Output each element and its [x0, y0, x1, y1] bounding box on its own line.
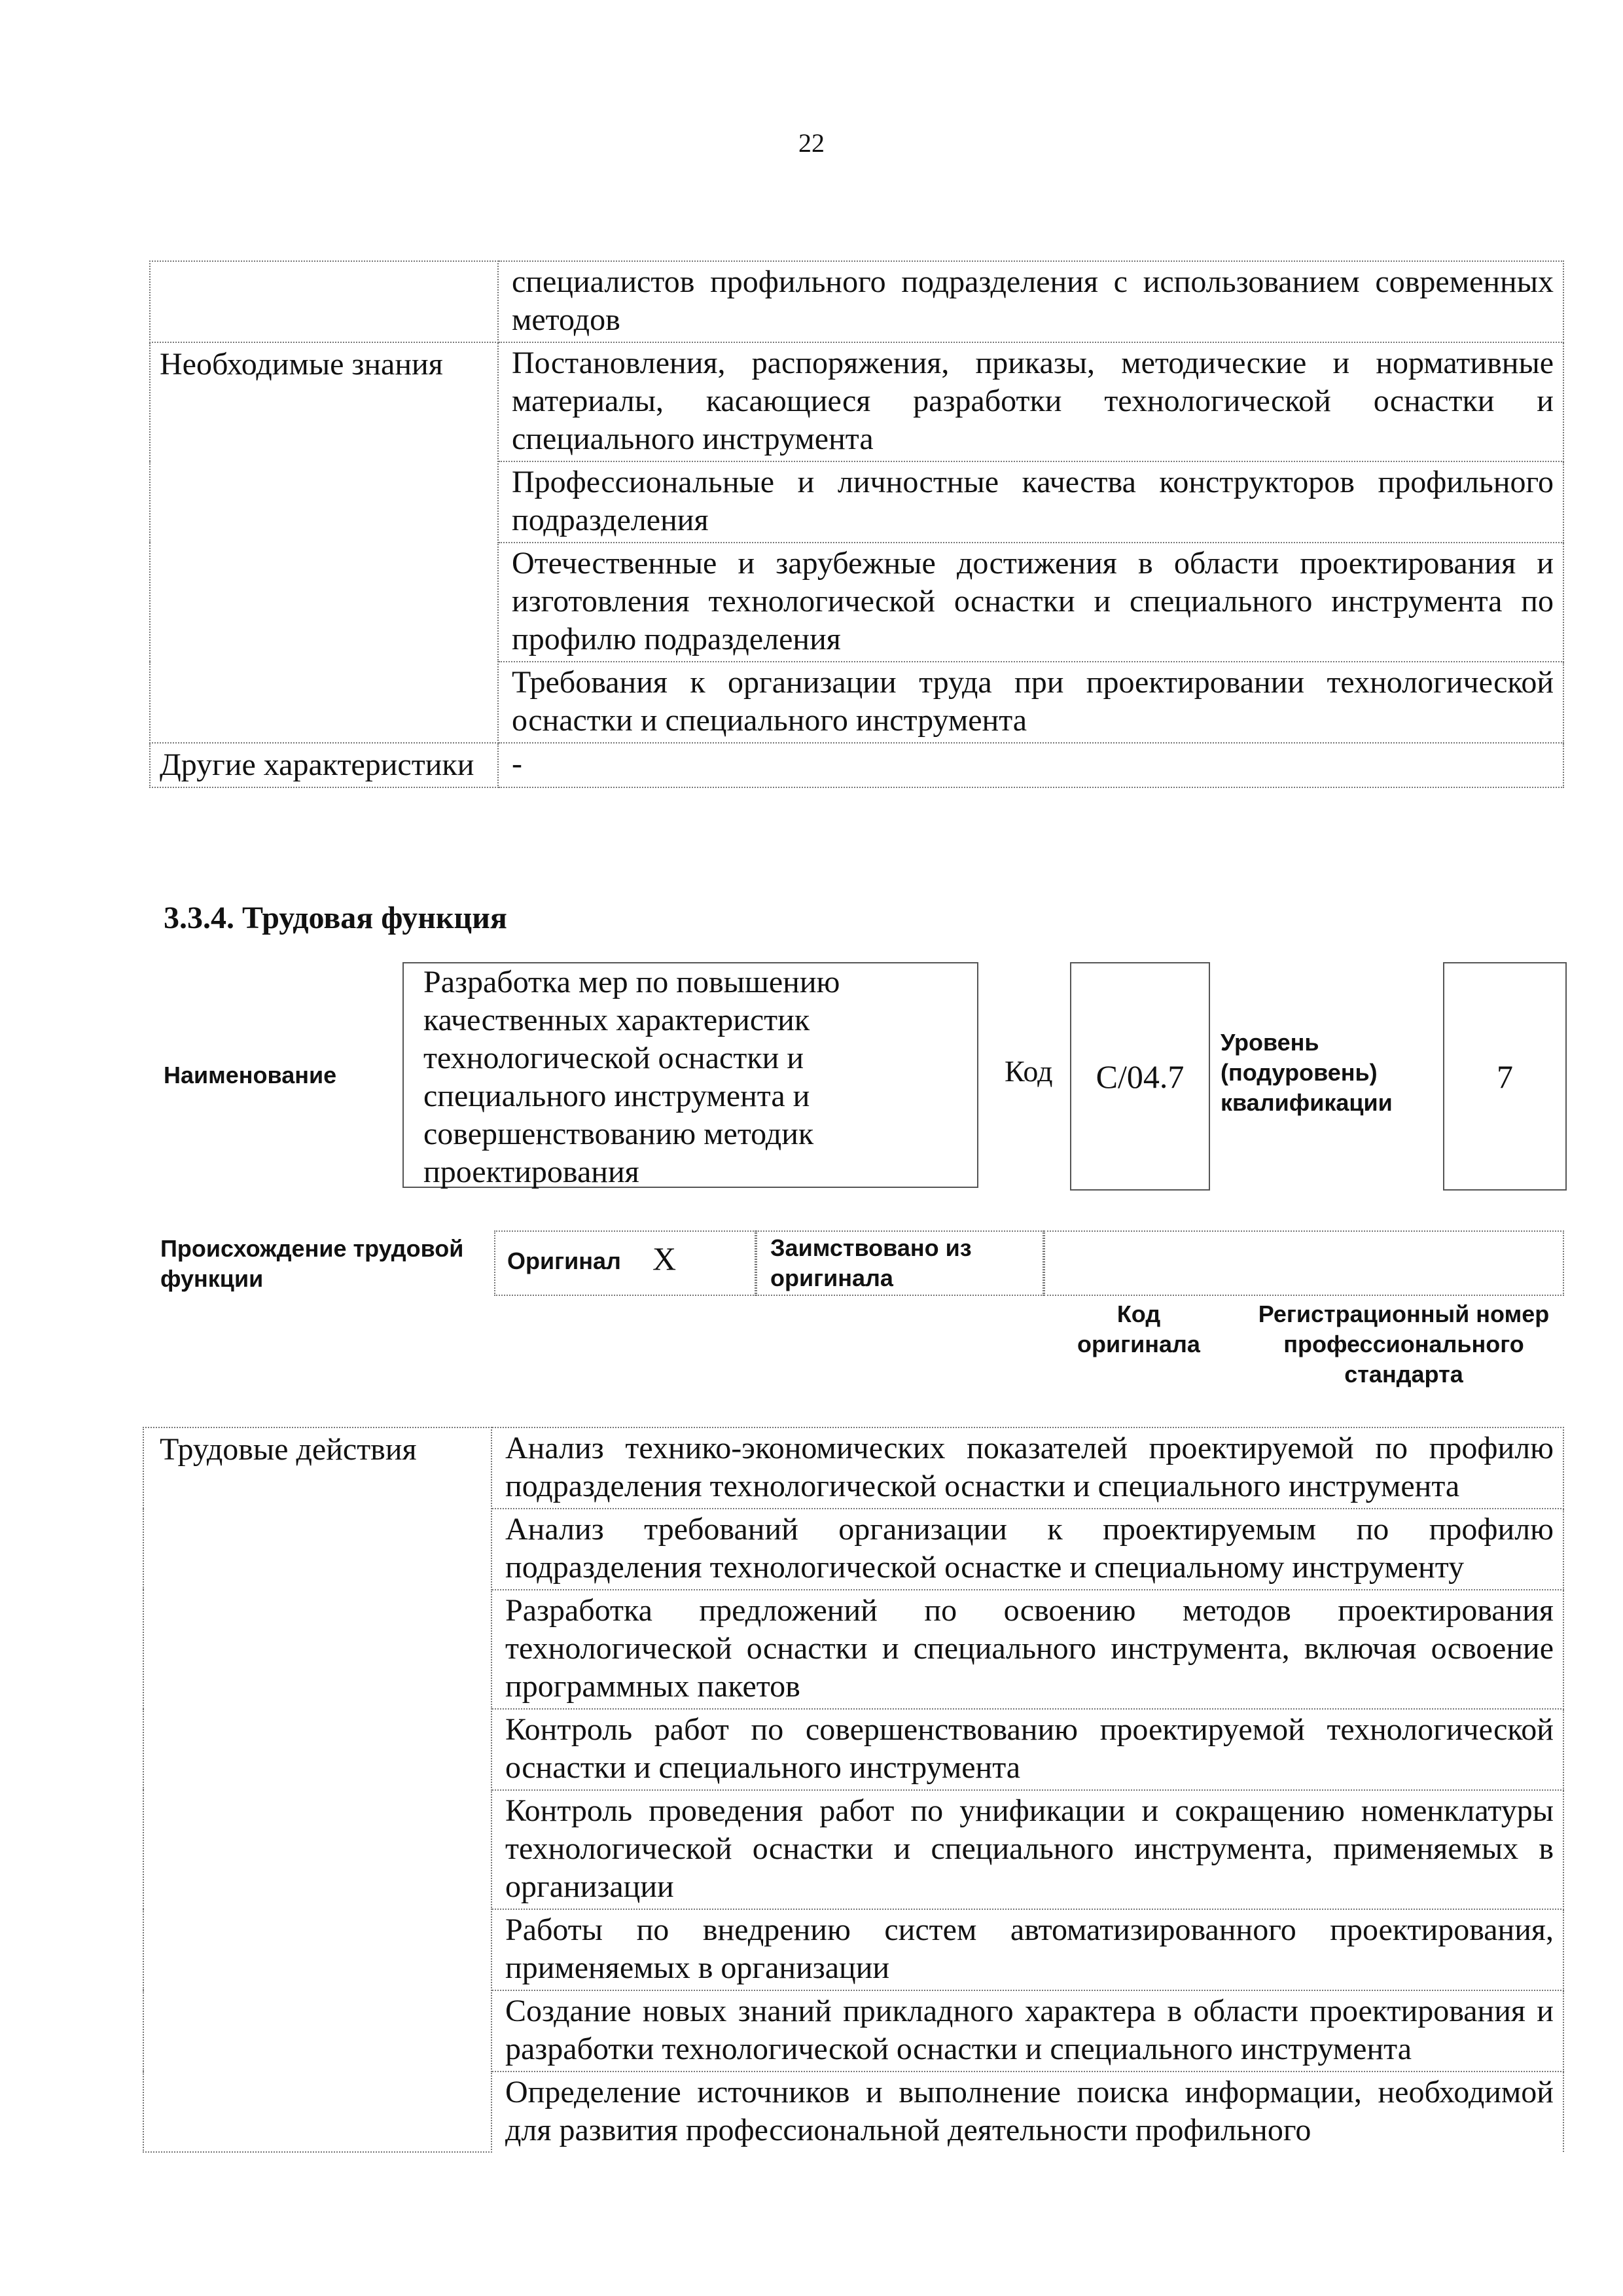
- original-label: Оригинал: [507, 1247, 621, 1274]
- table-cell: Контроль проведения работ по унификации и сокращению номенклатуры технологической оснастки и специального инструмента, применяемых в организации: [491, 1790, 1563, 1909]
- table-cell: -: [498, 743, 1563, 787]
- code-origin-label: Код оригинала: [1077, 1300, 1200, 1357]
- table-cell: Контроль работ по совершенствованию проектируемой технологической оснастки и специального инструмента: [491, 1709, 1563, 1790]
- original-cell: [494, 1230, 756, 1296]
- table-cell: Анализ требований организации к проектируемым по профилю подразделения технологической оснастке и специальному инструменту: [491, 1509, 1563, 1590]
- table-cell: Разработка предложений по освоению методов проектирования технологической оснастки и специального инструмента, включая освоение программных пакетов: [491, 1590, 1563, 1709]
- name-label: Наименование: [164, 1062, 337, 1088]
- table-cell: Создание новых знаний прикладного характера в области проектирования и разработки технологической оснастки и специального инструмента: [491, 1990, 1563, 2072]
- function-name-box: [402, 962, 978, 1188]
- table-row: [150, 342, 1563, 461]
- origin-label: Происхождение трудовой функции: [160, 1235, 464, 1292]
- knowledge-table: [149, 260, 1564, 788]
- table-cell: Профессиональные и личностные качества конструкторов профильного подразделения: [498, 461, 1563, 543]
- level-box: [1443, 962, 1567, 1191]
- borrowed-label: Заимствовано из оригинала: [770, 1234, 972, 1291]
- table-row: [143, 1427, 1563, 1509]
- level-label: Уровень (подуровень) квалификации: [1221, 1029, 1393, 1116]
- table-cell: Работы по внедрению систем автоматизированного проектирования, применяемых в организации: [491, 1909, 1563, 1990]
- table-cell: Постановления, распоряжения, приказы, методические и нормативные материалы, касающиеся разработки технологической оснастки и специального инструмента: [498, 342, 1563, 461]
- page-number: 22: [798, 128, 825, 158]
- function-name: Разработка мер по повышению качественных характеристик технологической оснастки и специального инструмента и совершенствованию методик проектирования: [423, 965, 840, 1189]
- table-row: [150, 743, 1563, 787]
- table-cell: Отечественные и зарубежные достижения в области проектирования и изготовления технологической оснастки и специального инструмента по профилю подразделения: [498, 543, 1563, 662]
- code-value: С/04.7: [1096, 1058, 1185, 1095]
- table-cell: специалистов профильного подразделения с использованием современных методов: [498, 261, 1563, 342]
- borrowed-cell: [756, 1230, 1044, 1296]
- table-cell: Определение источников и выполнение поиска информации, необходимой для развития профессиональной деятельности профильного: [491, 2072, 1563, 2152]
- section-title: 3.3.4. Трудовая функция: [164, 901, 507, 935]
- row-label: [150, 261, 498, 342]
- table-row: [150, 261, 1563, 342]
- reg-number-label: Регистрационный номер профессионального стандарта: [1258, 1300, 1550, 1388]
- table-cell: Анализ технико-экономических показателей проектируемой по профилю подразделения технологической оснастки и специального инструмента: [491, 1427, 1563, 1509]
- level-value: 7: [1497, 1058, 1513, 1095]
- code-box: [1070, 962, 1210, 1191]
- table-cell: Требования к организации труда при проектировании технологической оснастки и специального инструмента: [498, 662, 1563, 743]
- row-label-other: Другие характеристики: [150, 743, 498, 787]
- code-label: Код: [1005, 1054, 1053, 1088]
- actions-label: Трудовые действия: [143, 1427, 491, 2152]
- row-label-knowledge: Необходимые знания: [150, 342, 498, 743]
- original-mark: Х: [652, 1240, 677, 1277]
- actions-table: [143, 1427, 1564, 2153]
- code-origin-cell: [1044, 1230, 1564, 1296]
